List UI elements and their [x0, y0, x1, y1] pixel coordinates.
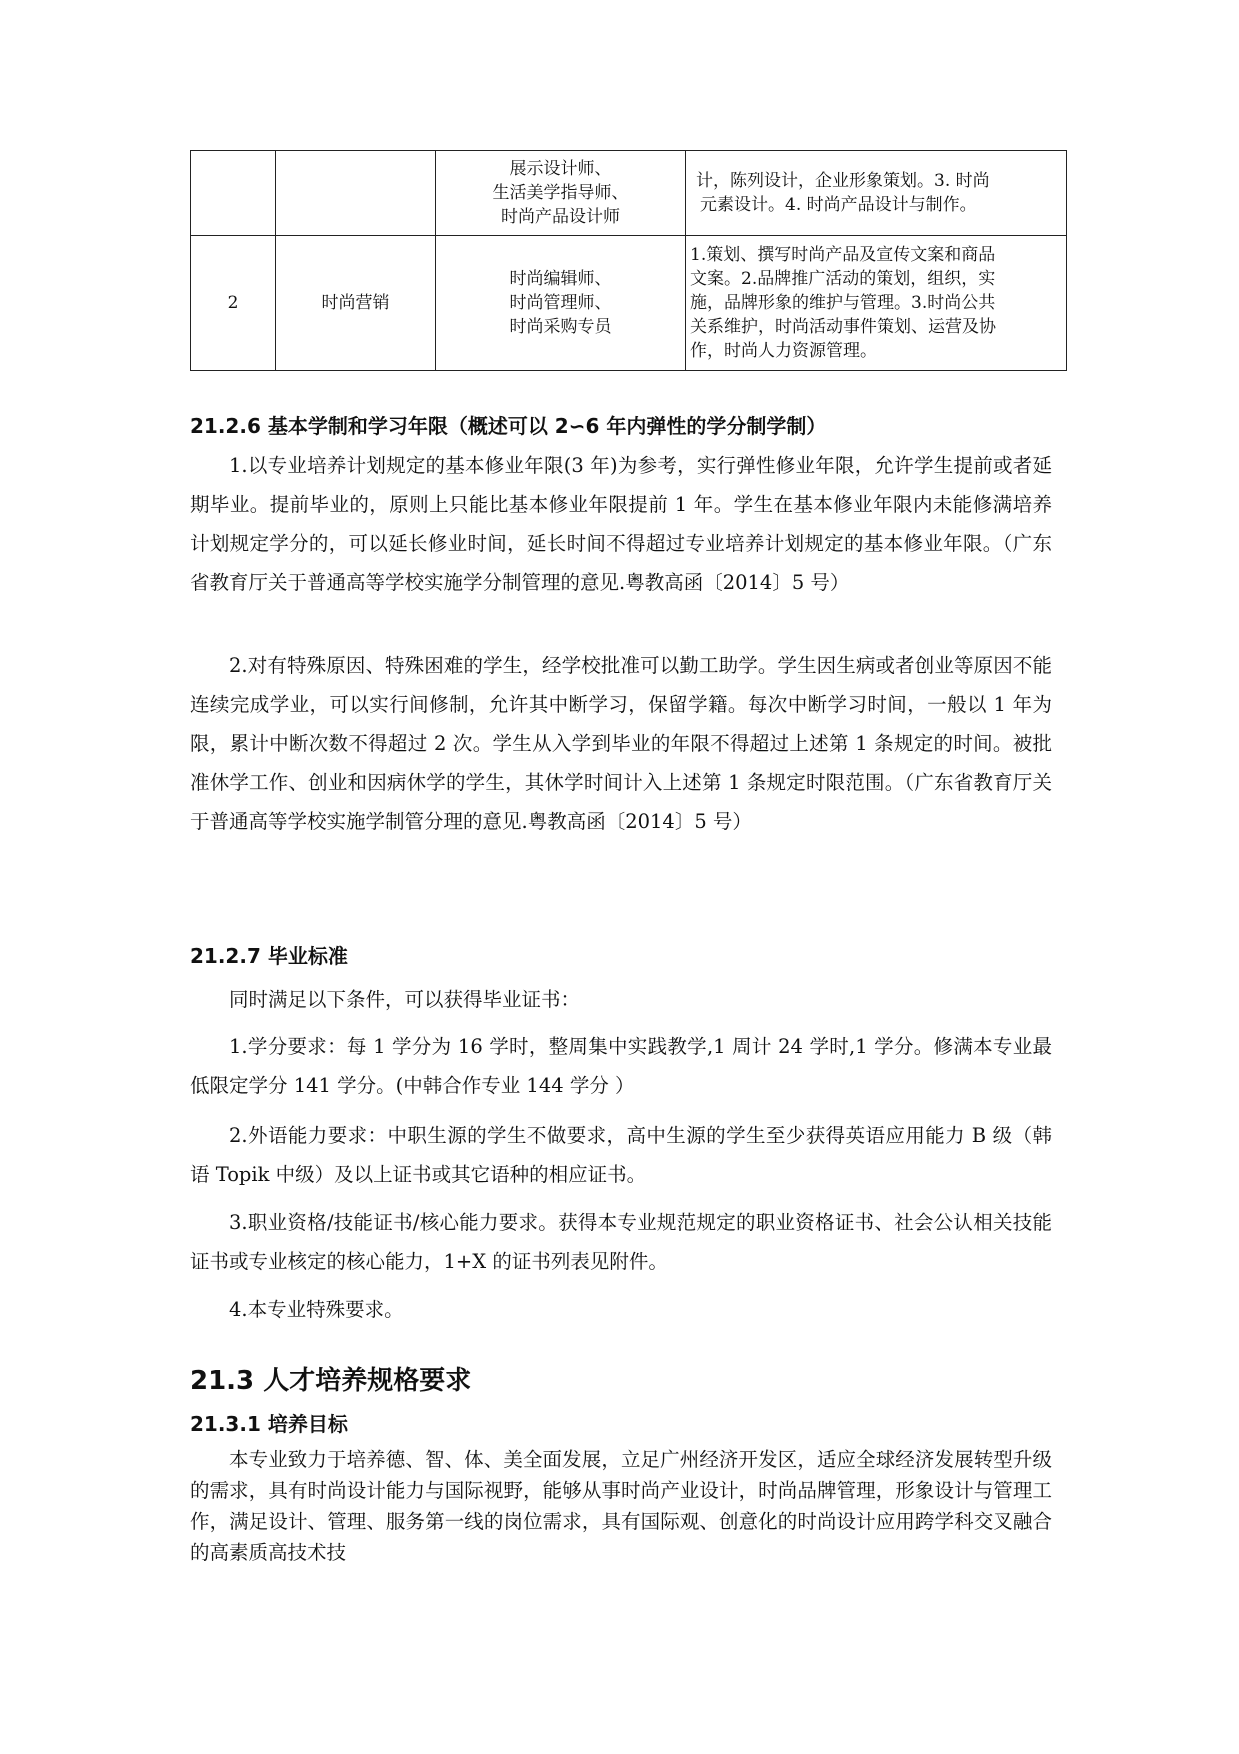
- tasks-cell: [686, 151, 1067, 236]
- job-table: [190, 150, 1067, 371]
- paragraph: 3.职业资格/技能证书/核心能力要求。获得本专业规范规定的职业资格证书、社会公认相关技能证书或专业核定的核心能力，1+X 的证书列表见附件。: [190, 1211, 1052, 1273]
- tasks-cell: [686, 236, 1067, 371]
- row-number-cell: [191, 151, 276, 236]
- paragraph: 本专业致力于培养德、智、体、美全面发展，立足广州经济开发区，适应全球经济发展转型升级的需求，具有时尚设计能力与国际视野，能够从事时尚产业设计，时尚品牌管理，形象设计与管理工作，满足设计、管理、服务第一线的岗位需求，具有国际观、创意化的时尚设计应用跨学科交叉融合的高素质高技术技: [190, 1448, 1052, 1564]
- task-line: 关系维护，时尚活动事件策划、运营及协: [690, 317, 996, 337]
- job-title: 时尚管理师、: [509, 293, 612, 313]
- section-heading-21-2-6: 21.2.6 基本学制和学习年限（概述可以 2∽6 年内弹性的学分制学制）: [190, 414, 827, 438]
- task-line: 1.策划、撰写时尚产品及宣传文案和商品: [690, 245, 996, 265]
- table-row: [191, 236, 1067, 371]
- section-heading-21-2-7: 21.2.7 毕业标准: [190, 944, 348, 968]
- task-line: 作，时尚人力资源管理。: [690, 341, 877, 361]
- job-title: 生活美学指导师、: [492, 183, 629, 203]
- direction-cell: 时尚营销: [276, 236, 436, 371]
- task-line: 施，品牌形象的维护与管理。3.时尚公共: [690, 293, 996, 313]
- jobs-cell: [436, 151, 686, 236]
- jobs-cell: [436, 236, 686, 371]
- job-title: 时尚产品设计师: [501, 207, 620, 227]
- paragraph: 2.对有特殊原因、特殊困难的学生，经学校批准可以勤工助学。学生因生病或者创业等原因不能连续完成学业，可以实行间修制，允许其中断学习，保留学籍。每次中断学习时间，一般以 1 年为限，累计中断次数不得超过 2 次。学生从入学到毕业的年限不得超过上述第 1 条规定的时间。被批准休学工作、创业和因病休学的学生，其休学时间计入上述第 1 条规定时限范围。（广东省教育厅关于普通高等学校实施学制管分理的意见.粤教高函〔2014〕5 号）: [190, 654, 1052, 833]
- task-line: 计，陈列设计，企业形象策划。3. 时尚: [696, 171, 990, 191]
- paragraph: 1.学分要求：每 1 学分为 16 学时，整周集中实践教学,1 周计 24 学时,1 学分。修满本专业最低限定学分 141 学分。(中韩合作专业 144 学分 ）: [190, 1035, 1052, 1097]
- table-row: [191, 151, 1067, 236]
- direction-cell: [276, 151, 436, 236]
- row-number-cell: 2: [191, 236, 276, 371]
- task-line: 文案。2.品牌推广活动的策划，组织，实: [690, 269, 996, 289]
- paragraph: 2.外语能力要求：中职生源的学生不做要求，高中生源的学生至少获得英语应用能力 B 级（韩语 Topik 中级）及以上证书或其它语种的相应证书。: [190, 1124, 1052, 1186]
- section-heading-21-3: 21.3 人才培养规格要求: [190, 1366, 472, 1396]
- section-heading-21-3-1: 21.3.1 培养目标: [190, 1412, 348, 1436]
- paragraph: 1.以专业培养计划规定的基本修业年限(3 年)为参考，实行弹性修业年限，允许学生提前或者延期毕业。提前毕业的，原则上只能比基本修业年限提前 1 年。学生在基本修业年限内未能修满培养计划规定学分的，可以延长修业时间，延长时间不得超过专业培养计划规定的基本修业年限。（广东省教育厅关于普通高等学校实施学分制管理的意见.粤教高函〔2014〕5 号）: [190, 454, 1052, 594]
- paragraph: 4.本专业特殊要求。: [229, 1298, 404, 1321]
- task-line: 元素设计。4. 时尚产品设计与制作。: [700, 195, 977, 215]
- job-title: 展示设计师、: [509, 159, 612, 179]
- job-title: 时尚采购专员: [509, 317, 612, 337]
- paragraph: 同时满足以下条件，可以获得毕业证书：: [229, 988, 581, 1011]
- job-title: 时尚编辑师、: [509, 269, 612, 289]
